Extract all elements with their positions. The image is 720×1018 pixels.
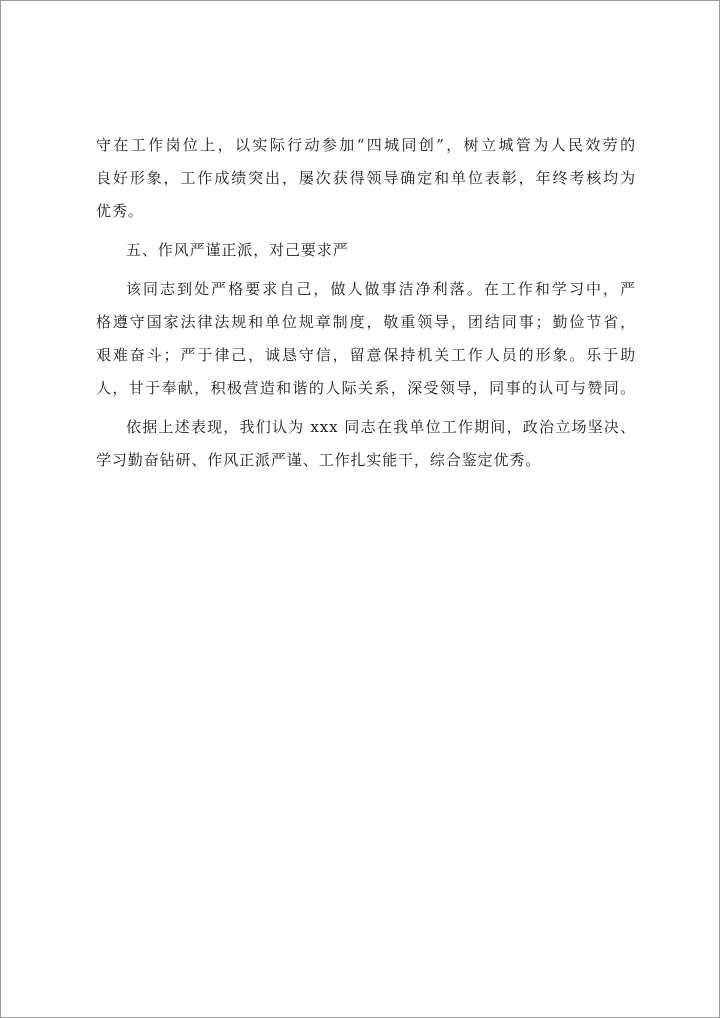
text-line: 艰难奋斗；严于律己，诚恳守信，留意保持机关工作人员的形象。乐于助 bbox=[96, 346, 636, 364]
text-line: 该同志到处严格要求自己，做人做事洁净利落。在工作和学习中，严 bbox=[126, 280, 636, 298]
document-body bbox=[96, 129, 636, 477]
paragraph-work-style bbox=[96, 273, 636, 405]
text-line: 学习勤奋钻研、作风正派严谨、工作扎实能干，综合鉴定优秀。 bbox=[96, 451, 542, 469]
text-line: 依据上述表现，我们认为 xxx 同志在我单位工作期间，政治立场坚决、 bbox=[126, 418, 636, 436]
text-line: 格遵守国家法律法规和单位规章制度，敬重领导，团结同事；勤俭节省， bbox=[96, 313, 636, 331]
section-heading-five: 五、作风严谨正派，对己要求严 bbox=[126, 241, 349, 259]
text-line: 人，甘于奉献，积极营造和谐的人际关系，深受领导，同事的认可与赞同。 bbox=[96, 379, 636, 397]
paragraph-conclusion bbox=[96, 411, 636, 477]
text-line: 良好形象，工作成绩突出，屡次获得领导确定和单位表彰，年终考核均为 bbox=[96, 169, 636, 187]
text-line: 守在工作岗位上，以实际行动参加“四城同创”，树立城管为人民效劳的 bbox=[96, 136, 636, 154]
paragraph-work-performance bbox=[96, 129, 636, 228]
text-line: 优秀。 bbox=[96, 202, 144, 220]
